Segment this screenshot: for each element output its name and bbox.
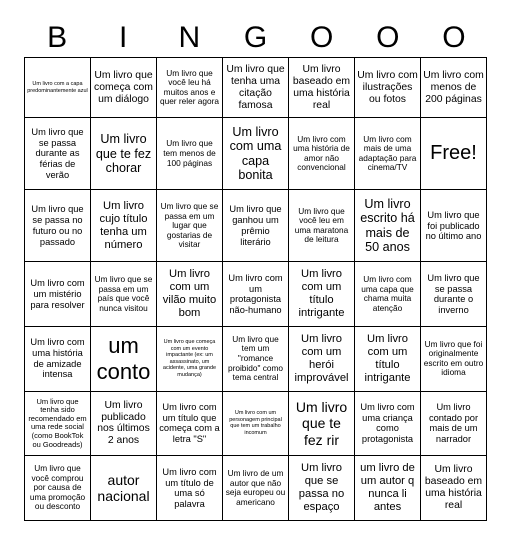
- bingo-cell[interactable]: Um livro publicado nos últimos 2 anos: [91, 391, 157, 456]
- bingo-cell[interactable]: Um livro que tem menos de 100 páginas: [157, 118, 223, 190]
- bingo-cell[interactable]: Um livro baseado em uma história real: [421, 456, 487, 521]
- bingo-cell[interactable]: Um livro com um protagonista não-humano: [223, 262, 289, 327]
- bingo-cell[interactable]: Um livro que foi publicado no último ano: [421, 190, 487, 262]
- board-row: [25, 190, 487, 262]
- bingo-cell[interactable]: Um livro que você leu há muitos anos e quer reler agora: [157, 58, 223, 118]
- bingo-cell[interactable]: Um livro que te fez chorar: [91, 118, 157, 190]
- free-space-cell[interactable]: Free!: [421, 118, 487, 190]
- bingo-cell[interactable]: Um livro que se passa em um país que você nunca visitou: [91, 262, 157, 327]
- bingo-cell[interactable]: Um livro contado por mais de um narrador: [421, 391, 487, 456]
- bingo-cell[interactable]: Um livro que se passa durante o inverno: [421, 262, 487, 327]
- title-letter: O: [442, 21, 466, 54]
- bingo-board: [24, 57, 487, 521]
- bingo-cell[interactable]: Um livro com uma história de amor não convencional: [289, 118, 355, 190]
- title-letter: B: [47, 21, 68, 54]
- bingo-cell[interactable]: Um livro cujo título tenha um número: [91, 190, 157, 262]
- bingo-cell[interactable]: Um livro com um título que começa com a letra "S": [157, 391, 223, 456]
- bingo-cell[interactable]: Um livro com um vilão muito bom: [157, 262, 223, 327]
- bingo-cell[interactable]: Um livro com um herói improvável: [289, 326, 355, 391]
- bingo-cell[interactable]: Um livro com uma capa bonita: [223, 118, 289, 190]
- bingo-cell[interactable]: Um livro com ilustrações ou fotos: [355, 58, 421, 118]
- bingo-cell[interactable]: Um livro que começa com um diálogo: [91, 58, 157, 118]
- board-row: [25, 456, 487, 521]
- title-letter: O: [309, 21, 334, 54]
- bingo-cell[interactable]: Um livro com um título intrigante: [289, 262, 355, 327]
- bingo-cell[interactable]: Um livro de um autor que não seja europeu ou americano: [223, 456, 289, 521]
- bingo-cell[interactable]: Um livro que se passa no futuro ou no passado: [25, 190, 91, 262]
- title-letter: I: [119, 21, 128, 54]
- board-row: [25, 326, 487, 391]
- bingo-cell[interactable]: Um livro que tem um "romance proibido" como tema central: [223, 326, 289, 391]
- bingo-cell[interactable]: Um livro com uma capa que chama muita atenção: [355, 262, 421, 327]
- board-row: [25, 262, 487, 327]
- bingo-cell[interactable]: Um livro com menos de 200 páginas: [421, 58, 487, 118]
- bingo-cell[interactable]: Um livro com a capa predominantemente azul: [25, 58, 91, 118]
- bingo-cell[interactable]: Um livro baseado em uma história real: [289, 58, 355, 118]
- title-letter: O: [376, 21, 400, 54]
- bingo-cell[interactable]: Um livro com mais de uma adaptação para cinema/TV: [355, 118, 421, 190]
- bingo-cell[interactable]: um conto: [91, 326, 157, 391]
- title-letter: G: [243, 21, 268, 54]
- bingo-title: [24, 20, 487, 56]
- bingo-cell[interactable]: Um livro com uma história de amizade intensa: [25, 326, 91, 391]
- bingo-cell[interactable]: Um livro que você leu em uma maratona de leitura: [289, 190, 355, 262]
- bingo-cell[interactable]: Um livro que te fez rir: [289, 391, 355, 456]
- bingo-cell[interactable]: Um livro que se passa durante as férias de verão: [25, 118, 91, 190]
- bingo-cell[interactable]: Um livro escrito há mais de 50 anos: [355, 190, 421, 262]
- bingo-cell[interactable]: um livro de um autor q nunca li antes: [355, 456, 421, 521]
- bingo-cell[interactable]: Um livro com um personagem principal que tem um trabalho incomum: [223, 391, 289, 456]
- bingo-cell[interactable]: Um livro com um título intrigante: [355, 326, 421, 391]
- bingo-cell[interactable]: Um livro que se passa em um lugar que gostarias de visitar: [157, 190, 223, 262]
- bingo-cell[interactable]: Um livro que foi originalmente escrito em outro idioma: [421, 326, 487, 391]
- board-row: [25, 391, 487, 456]
- bingo-cell[interactable]: Um livro com um título de uma só palavra: [157, 456, 223, 521]
- bingo-cell[interactable]: Um livro que ganhou um prêmio literário: [223, 190, 289, 262]
- board-row: [25, 118, 487, 190]
- bingo-cell[interactable]: Um livro com um mistério para resolver: [25, 262, 91, 327]
- board-row: [25, 58, 487, 118]
- bingo-cell[interactable]: Um livro que começa com um evento impactante (ex: um assassinato, um acidente, uma grande mudança): [157, 326, 223, 391]
- bingo-cell[interactable]: Um livro que se passa no espaço: [289, 456, 355, 521]
- bingo-cell[interactable]: Um livro que você comprou por causa de uma promoção ou desconto: [25, 456, 91, 521]
- bingo-cell[interactable]: autor nacional: [91, 456, 157, 521]
- bingo-cell[interactable]: Um livro que tenha uma citação famosa: [223, 58, 289, 118]
- bingo-cell[interactable]: Um livro que tenha sido recomendado em uma rede social (como BookTok ou Goodreads): [25, 391, 91, 456]
- title-letter: N: [178, 21, 201, 54]
- bingo-cell[interactable]: Um livro com uma criança como protagonista: [355, 391, 421, 456]
